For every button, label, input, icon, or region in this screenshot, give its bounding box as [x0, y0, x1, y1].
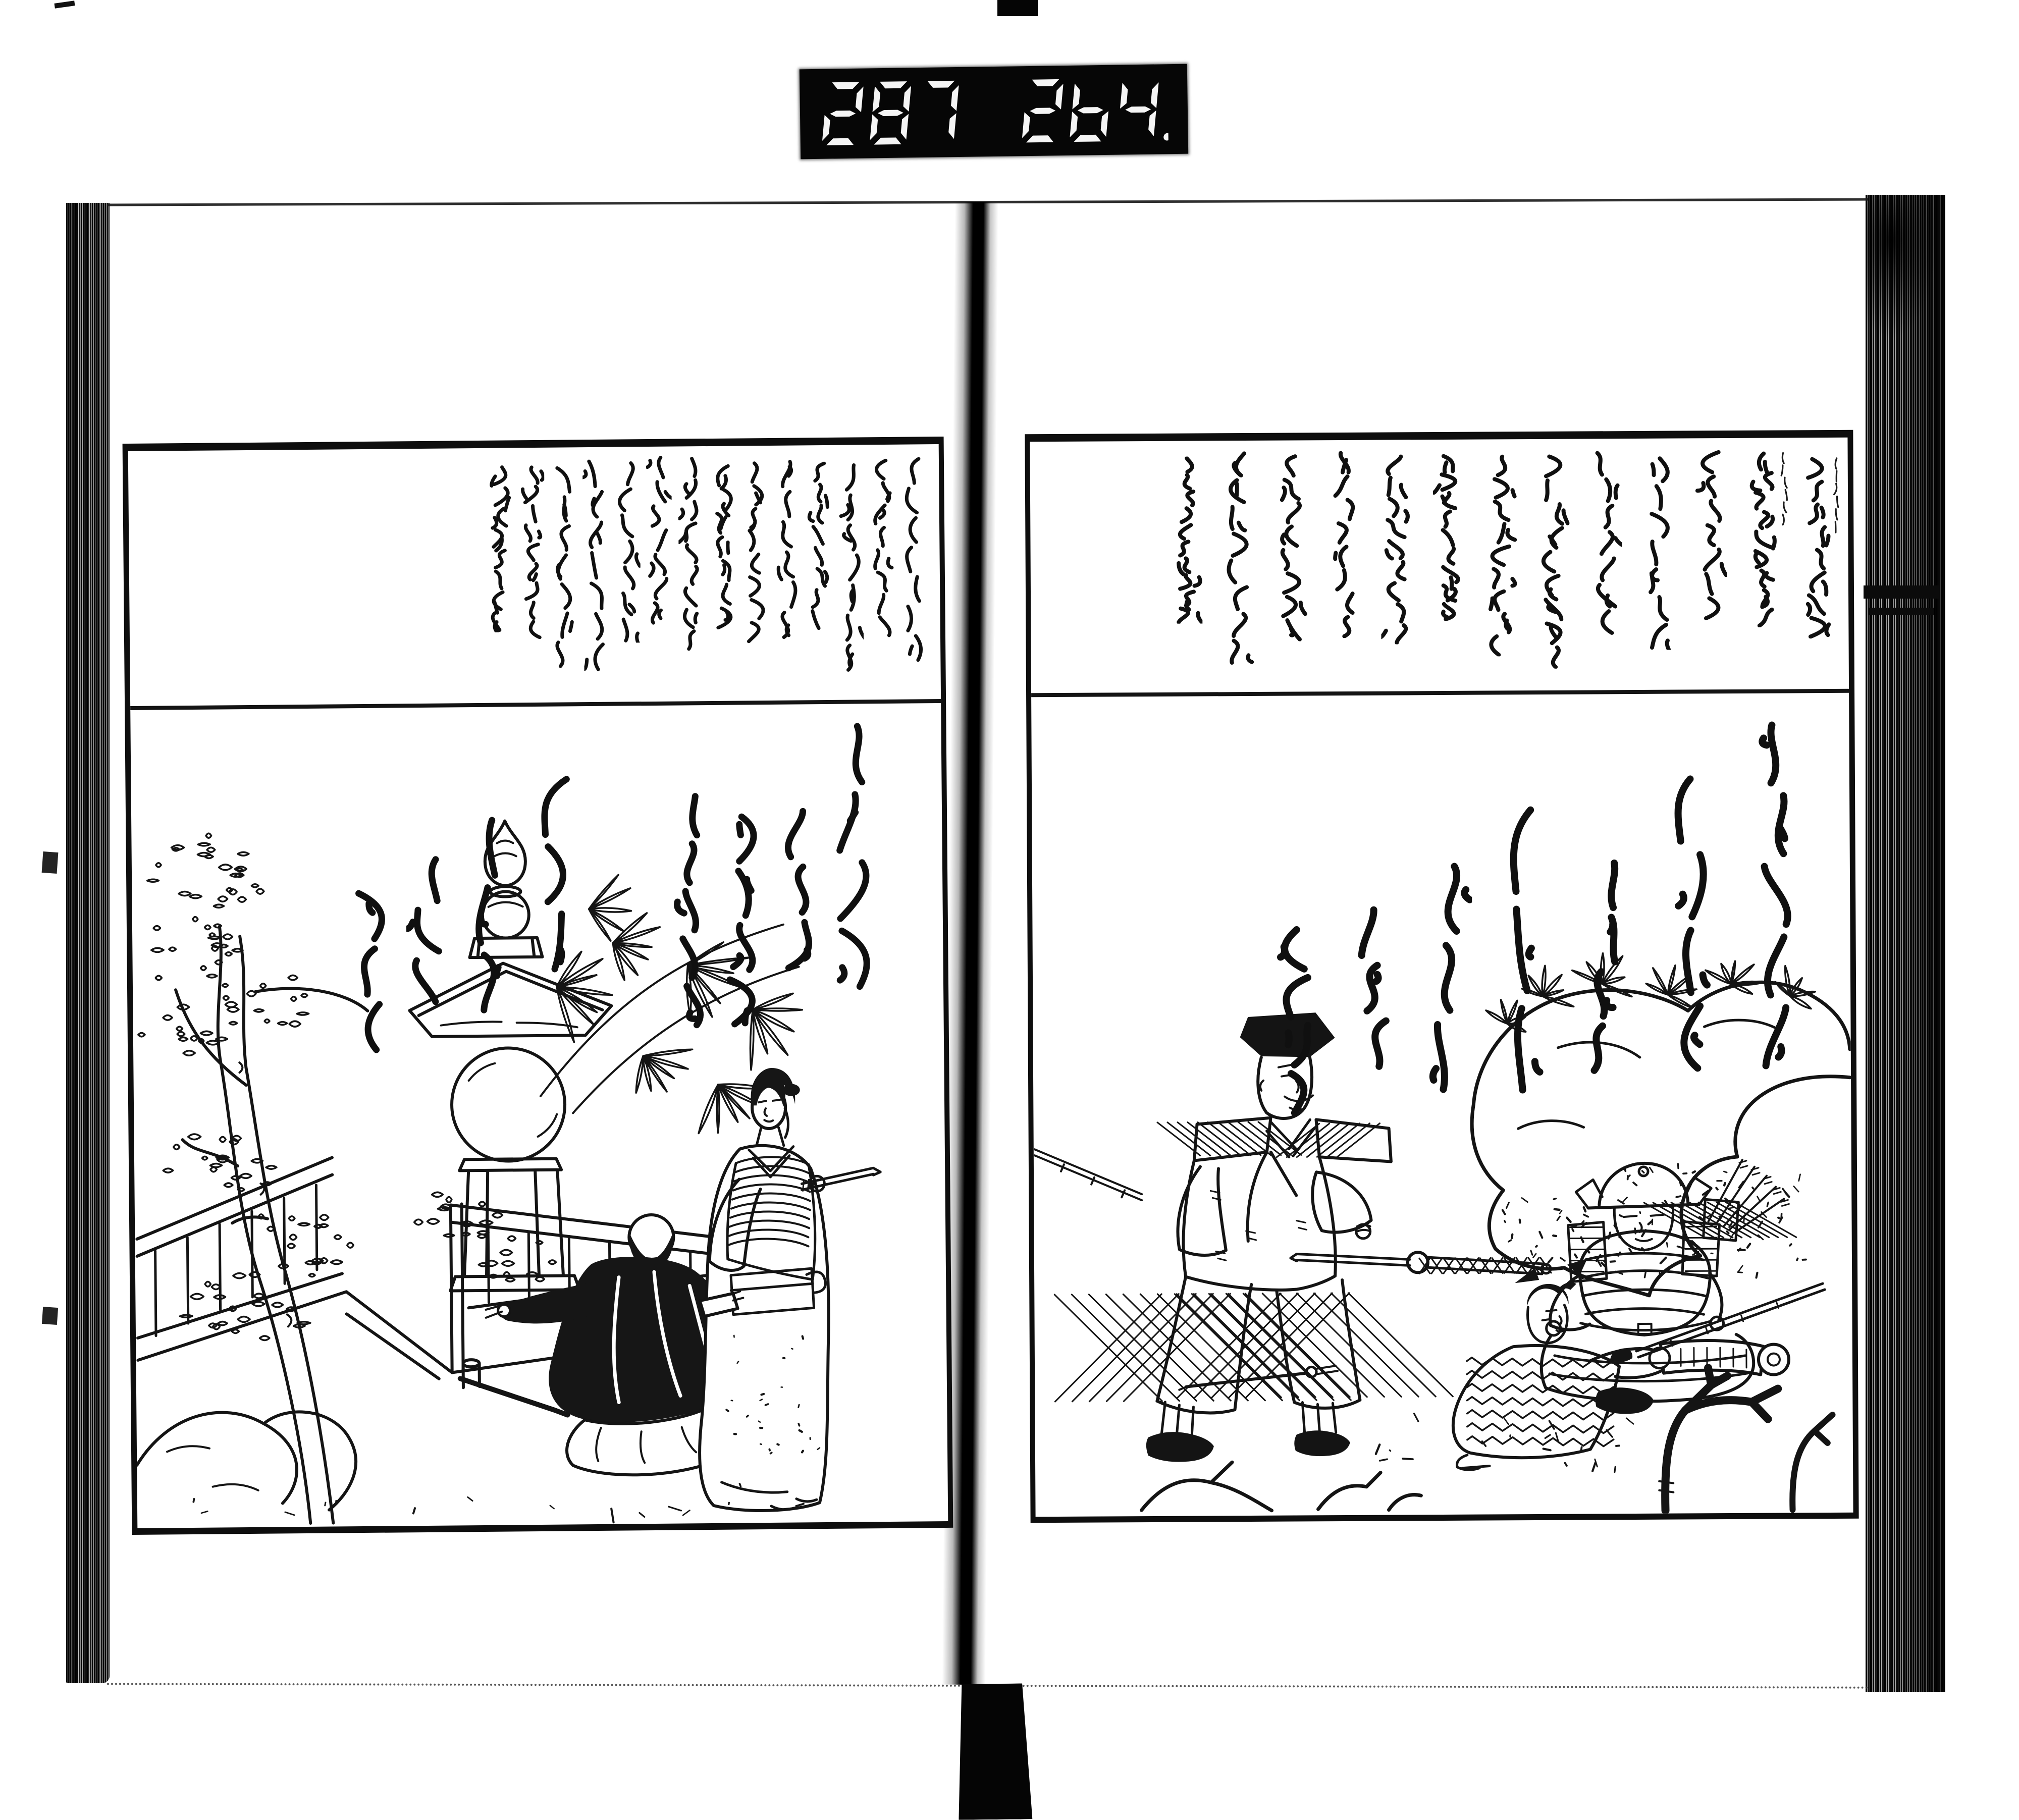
- text-column: [776, 806, 822, 973]
- text-column: [646, 455, 673, 625]
- text-column: [1171, 457, 1203, 624]
- calligraphy-column-strokes: [869, 458, 895, 637]
- calligraphy-column-strokes: [551, 465, 578, 668]
- calligraphy-column-strokes: [614, 461, 641, 643]
- calligraphy-column-strokes: [1171, 457, 1203, 624]
- left-picture-area: [130, 703, 948, 1528]
- text-column: [678, 456, 705, 651]
- calligraphy-column-strokes: [646, 455, 673, 625]
- text-column: [551, 465, 578, 668]
- page-edges-right: [1866, 195, 1945, 1692]
- text-column: [1380, 454, 1413, 644]
- text-column: [1748, 451, 1791, 627]
- calligraphy-column-strokes: [710, 463, 736, 629]
- text-column: [582, 458, 610, 672]
- edge-mark: [42, 1307, 58, 1325]
- text-column: [1485, 454, 1518, 657]
- text-column: [805, 461, 832, 630]
- calligraphy-column-strokes: [468, 813, 514, 1015]
- calligraphy-column-strokes: [1223, 451, 1255, 665]
- calligraphy-column-strokes: [534, 772, 579, 975]
- calligraphy-column-strokes: [718, 811, 765, 1029]
- text-column: [900, 456, 928, 662]
- text-column: [1590, 451, 1623, 635]
- text-column: [1582, 858, 1629, 1075]
- edge-smear: [1864, 585, 1939, 599]
- calligraphy-column-strokes: [1328, 451, 1360, 638]
- text-column: [1350, 904, 1397, 1070]
- calligraphy-column-strokes: [663, 791, 709, 1029]
- text-column: [1425, 859, 1473, 1096]
- text-column: [1643, 456, 1675, 650]
- text-column: [1433, 454, 1465, 621]
- text-column: [1276, 454, 1308, 641]
- text-column: [487, 465, 514, 632]
- calligraphy-column-strokes: [1538, 454, 1570, 669]
- calligraphy-column-strokes: [678, 456, 705, 651]
- calligraphy-column-strokes: [1695, 450, 1728, 620]
- calligraphy-column-strokes: [828, 719, 875, 992]
- text-column: [534, 772, 579, 975]
- calligraphy-column-strokes: [1748, 451, 1791, 627]
- text-column: [710, 463, 736, 629]
- calligraphy-column-strokes: [741, 461, 768, 643]
- edge-smear: [1868, 608, 1934, 615]
- calligraphy-column-strokes: [1380, 454, 1413, 644]
- calligraphy-column-strokes: [837, 462, 864, 673]
- text-column: [1538, 454, 1570, 669]
- calligraphy-column-strokes: [776, 806, 822, 973]
- calligraphy-column-strokes: [1501, 800, 1549, 1098]
- text-column: [345, 888, 391, 1055]
- text-column: [718, 811, 765, 1029]
- text-column: [614, 461, 641, 643]
- right-header-text-block: [1030, 438, 1849, 697]
- edge-mark: [42, 851, 59, 874]
- calligraphy-column-strokes: [805, 461, 832, 630]
- calligraphy-column-strokes: [1425, 859, 1473, 1096]
- text-column: [1271, 925, 1319, 1116]
- text-column: [663, 791, 709, 1029]
- spine-bottom-block: [958, 1683, 1033, 1820]
- calligraphy-column-strokes: [1350, 904, 1397, 1070]
- left-poem-block: [130, 703, 948, 1528]
- calligraphy-column-strokes: [1590, 451, 1623, 635]
- calligraphy-column-strokes: [1271, 925, 1319, 1116]
- text-column: [1223, 451, 1255, 665]
- calligraphy-column-strokes: [900, 456, 928, 662]
- calligraphy-column-strokes: [487, 465, 514, 632]
- right-poem-block: [1031, 693, 1853, 1517]
- right-page-frame: [1025, 430, 1858, 1523]
- calligraphy-column-strokes: [1433, 454, 1465, 621]
- text-column: [519, 465, 546, 639]
- text-column: [869, 458, 895, 637]
- calligraphy-column-strokes: [519, 465, 546, 639]
- calligraphy-column-strokes: [1582, 858, 1629, 1075]
- text-column: [741, 461, 768, 643]
- text-column: [1750, 718, 1798, 1071]
- text-column: [1800, 457, 1844, 638]
- calligraphy-column-strokes: [1667, 771, 1715, 1074]
- right-picture-area: [1031, 693, 1853, 1517]
- text-column: [468, 813, 514, 1015]
- left-page-frame: [123, 437, 953, 1535]
- text-column: [1695, 450, 1728, 620]
- calligraphy-column-strokes: [406, 854, 452, 1006]
- text-column: [837, 462, 864, 673]
- calligraphy-column-strokes: [582, 458, 610, 672]
- left-header-text-block: [128, 444, 941, 710]
- calligraphy-column-strokes: [1800, 457, 1844, 638]
- calligraphy-column-strokes: [773, 458, 800, 639]
- calligraphy-column-strokes: [1485, 454, 1518, 657]
- calligraphy-column-strokes: [345, 888, 391, 1055]
- calligraphy-column-strokes: [1276, 454, 1308, 641]
- page-edges-left: [66, 203, 110, 1683]
- text-column: [1501, 800, 1549, 1098]
- calligraphy-column-strokes: [1750, 718, 1798, 1071]
- text-column: [828, 719, 875, 992]
- text-column: [773, 458, 800, 639]
- text-column: [1328, 451, 1360, 638]
- calligraphy-column-strokes: [1643, 456, 1675, 650]
- text-column: [1667, 771, 1715, 1074]
- text-column: [406, 854, 452, 1006]
